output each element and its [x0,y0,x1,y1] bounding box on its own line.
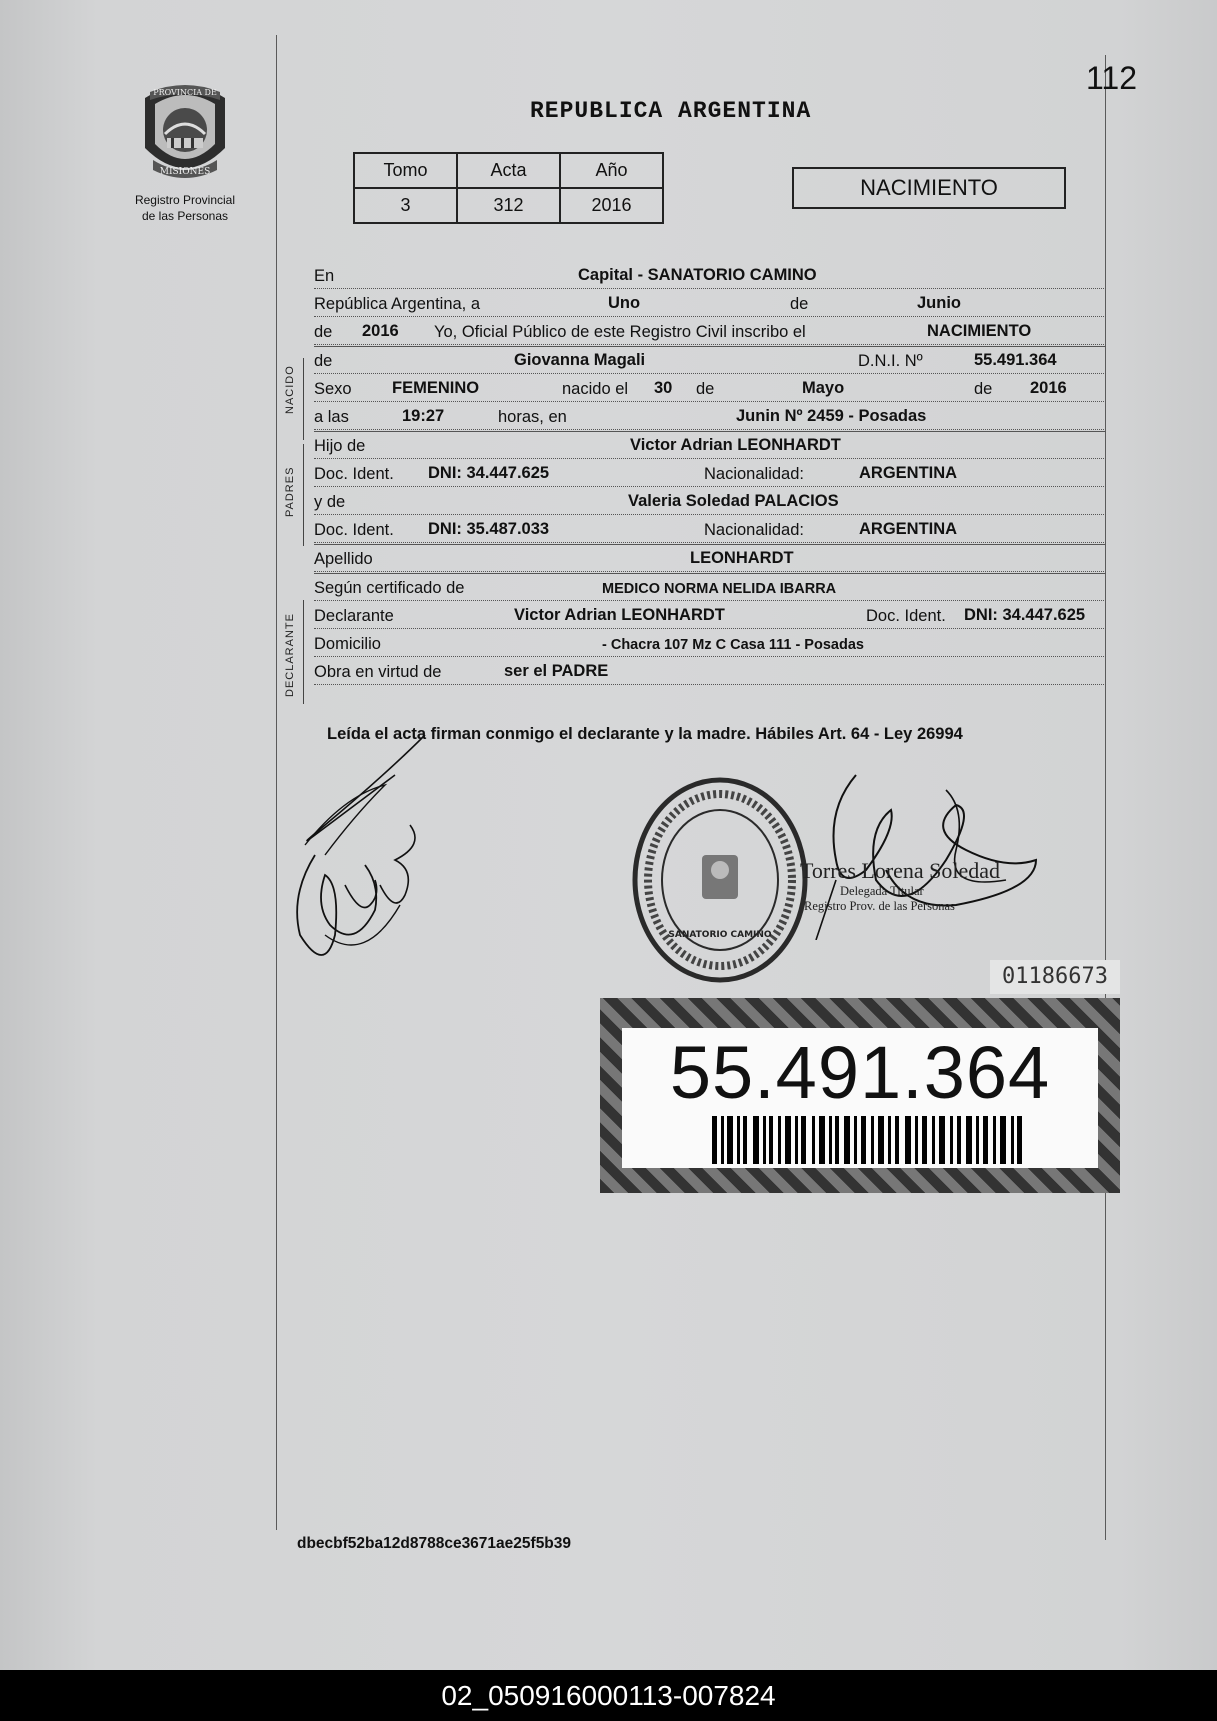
side-label-nacido: NACIDO [284,365,296,414]
document-hash: dbecbf52ba12d8788ce3671ae25f5b39 [297,1535,572,1552]
footer-id: 02_050916000113-007824 [0,1670,1217,1721]
padre-nac-label: Nacionalidad: [704,465,804,483]
padre-nac: ARGENTINA [859,464,958,482]
apellido-label: Apellido [314,550,373,568]
logo-caption-line1: Registro Provincial [134,193,236,207]
barcode-icon [712,1116,1022,1164]
stamp-inner-text: SANATORIO CAMINO [668,930,772,940]
madre-doc-label: Doc. Ident. [314,521,394,539]
sexo-value: FEMENINO [392,379,480,397]
nombre-value: Giovanna Magali [514,351,646,369]
official-registry: Registro Prov. de las Personas [804,899,955,913]
row-fecha [314,290,1106,317]
declarante-doc-label: Doc. Ident. [866,607,946,625]
barcode-panel [622,1028,1098,1168]
domicilio-label: Domicilio [314,635,381,653]
obra-value: ser el PADRE [504,662,609,680]
padre-doc-label: Doc. Ident. [314,465,394,483]
row-nombre [314,347,1106,374]
page-number: 112 [1085,60,1137,96]
dni-value: 55.491.364 [974,351,1057,369]
side-label-declarante: DECLARANTE [284,613,296,697]
anio-value: 2016 [362,322,399,340]
inscribo-value: NACIMIENTO [927,322,1032,340]
tomo-value: 3 [354,188,457,223]
padres-rule [303,444,304,546]
de-label: de [790,295,809,313]
dni-label: D.N.I. Nº [858,352,923,370]
nacido-de-label: de [696,380,715,398]
left-margin-line [276,35,277,1530]
madre-doc: DNI: 35.487.033 [428,520,550,538]
acta-value: 312 [457,188,560,223]
official-role: Delegada Titular [840,884,924,898]
row-en [314,262,1106,289]
en-value: Capital - SANATORIO CAMINO [578,266,817,284]
madre-nac-label: Nacionalidad: [704,521,804,539]
alas-label: a las [314,408,349,426]
seal-text-bottom: MISIONES [159,167,211,177]
acta-header: Acta [457,153,560,188]
official-name: Torres Lorena Soledad [800,858,1001,883]
province-seal-icon [135,78,235,186]
de2-label: de [314,323,333,341]
row-certificado [314,574,1106,601]
row-sexo [314,375,1106,402]
declarante-label: Declarante [314,607,394,625]
row-domicilio [314,630,1106,657]
row-madre [314,488,1106,515]
padre-doc: DNI: 34.447.625 [428,464,550,482]
row-inscribo [314,318,1106,345]
tomo-header: Tomo [354,153,457,188]
hijo-label: Hijo de [314,437,366,455]
dia-value: Uno [608,294,641,312]
madre-nac: ARGENTINA [859,520,958,538]
declarant-signature-icon [285,735,455,985]
row-obra [314,658,1106,685]
mes-value: Junio [917,294,961,312]
legal-text: Leída el acta firman conmigo el declarante y la madre. Hábiles Art. 64 - Ley 26994 [327,725,963,743]
serial-number: 01186673 [990,960,1120,994]
inscribo-label: Yo, Oficial Público de este Registro Civil inscribo el [434,323,806,341]
record-table [353,152,664,224]
certificate-form [314,262,1106,686]
nacido-mes: Mayo [802,379,845,397]
nombre-label: de [314,352,333,370]
obra-label: Obra en virtud de [314,663,442,681]
padre-value: Victor Adrian LEONHARDT [630,436,841,454]
republica-label: República Argentina, a [314,295,481,313]
record-type-box: NACIMIENTO [792,167,1066,209]
madre-value: Valeria Soledad PALACIOS [628,492,839,510]
registry-stamp-icon [630,775,810,985]
nacido-anio: 2016 [1030,379,1067,397]
registry-logo [120,78,250,223]
row-padre-doc [314,460,1106,487]
nacido-label: nacido el [562,380,629,398]
row-hora [314,403,1106,430]
declarante-doc: DNI: 34.447.625 [964,606,1086,624]
yde-label: y de [314,493,346,511]
side-label-padres: PADRES [284,466,296,517]
row-madre-doc [314,516,1106,543]
anio-value: 2016 [560,188,663,223]
nacido-rule [303,358,304,440]
row-apellido [314,545,1106,572]
barcode-number: 55.491.364 [669,1031,1051,1114]
anio-header: Año [560,153,663,188]
declarante-value: Victor Adrian LEONHARDT [514,606,725,624]
row-declarante [314,602,1106,629]
nacido-de2-label: de [974,380,993,398]
seal-text-top: PROVINCIA DE [153,88,217,97]
barcode-label [600,998,1120,1193]
lugar-value: Junin Nº 2459 - Posadas [736,407,927,425]
document-title: REPUBLICA ARGENTINA [530,98,812,124]
certificado-value: MEDICO NORMA NELIDA IBARRA [602,581,837,597]
sexo-label: Sexo [314,380,352,398]
official-block [800,858,1000,914]
domicilio-value: - Chacra 107 Mz C Casa 111 - Posadas [602,637,864,653]
declarante-rule [303,600,304,704]
nacido-dia: 30 [654,379,673,397]
logo-caption-line2: de las Personas [141,209,229,223]
en-label: En [314,267,335,285]
apellido-value: LEONHARDT [690,549,794,567]
horas-label: horas, en [498,408,567,426]
certificado-label: Según certificado de [314,579,465,597]
official-signature-icon [806,770,1046,940]
row-hijo [314,432,1106,459]
hora-value: 19:27 [402,407,445,425]
